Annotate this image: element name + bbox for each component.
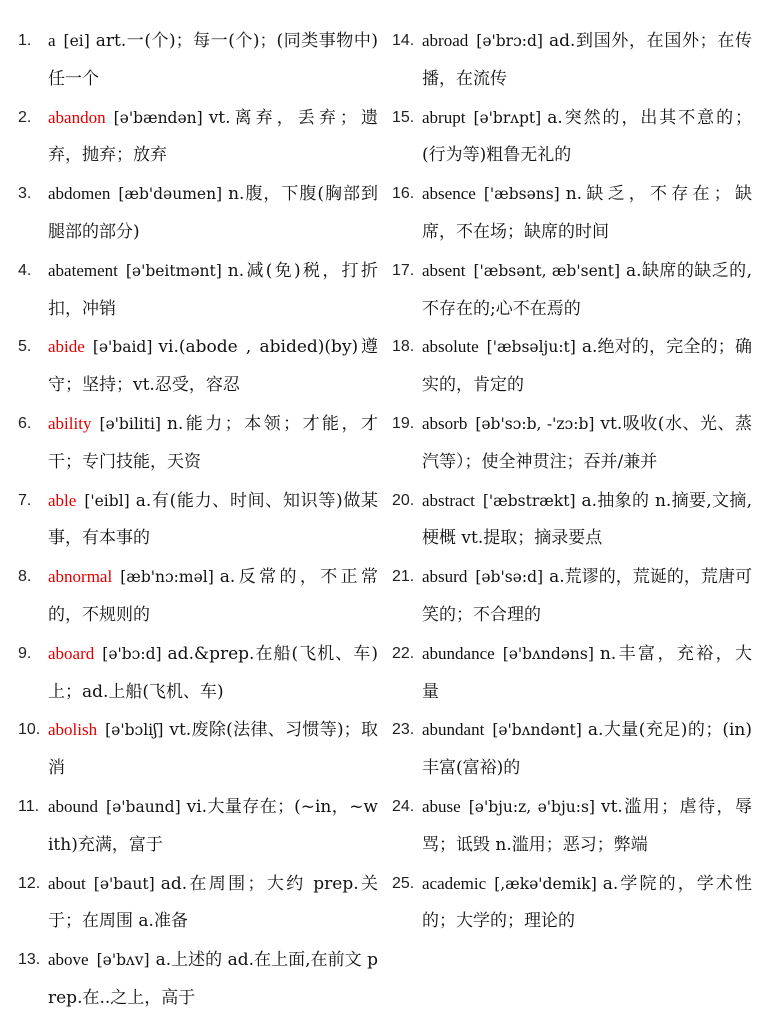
entry-number: 13. bbox=[18, 951, 41, 969]
definition: a.抽象的 n.摘要,文摘,梗概 vt.提取；摘录要点 bbox=[422, 490, 752, 549]
entry-number: 3. bbox=[18, 185, 32, 203]
headword: aboard bbox=[48, 643, 95, 663]
entry-number: 8. bbox=[18, 568, 32, 586]
definition: n.缺乏，不存在；缺席，不在场；缺席的时间 bbox=[422, 184, 752, 242]
vocab-entry bbox=[392, 99, 752, 176]
entry-number: 14. bbox=[392, 32, 415, 49]
right-column bbox=[392, 22, 752, 1024]
headword: abide bbox=[48, 337, 85, 357]
definition: n.丰富，充裕，大量 bbox=[422, 643, 752, 702]
vocab-entry bbox=[18, 405, 378, 482]
entry-number: 24. bbox=[392, 797, 415, 815]
vocab-entry bbox=[392, 405, 752, 482]
entry-number: 2. bbox=[18, 108, 32, 126]
vocab-entry bbox=[18, 865, 378, 942]
vocab-entry bbox=[392, 788, 752, 865]
headword: abundant bbox=[422, 720, 485, 740]
definition: vi.大量存在；(~in，~with)充满，富于 bbox=[48, 796, 378, 855]
phonetic: [əb'sə:d] bbox=[475, 568, 544, 587]
entry-number: 20. bbox=[392, 491, 415, 509]
entry-body bbox=[48, 252, 378, 329]
vocab-entry bbox=[18, 788, 378, 865]
vocab-entry bbox=[392, 22, 752, 99]
definition: ad.在周围；大约 prep.关于；在周围 a.准备 bbox=[48, 873, 378, 932]
phonetic: [ə'bʌndəns] bbox=[502, 644, 594, 663]
headword: abrupt bbox=[422, 107, 466, 127]
phonetic: [ə'baut] bbox=[93, 874, 155, 893]
definition: a.缺席的缺乏的,不存在的;心不在焉的 bbox=[422, 260, 752, 319]
phonetic: [æb'dəumen] bbox=[118, 185, 223, 204]
definition: n.减(免)税，打折扣，冲销 bbox=[48, 260, 378, 319]
headword: a bbox=[48, 31, 56, 50]
phonetic: ['æbstrækt] bbox=[482, 491, 576, 510]
phonetic: ['æbsənt, æb'sent] bbox=[473, 261, 621, 280]
phonetic: [ə'bju:z, ə'bju:s] bbox=[468, 797, 595, 816]
vocab-entry bbox=[392, 865, 752, 942]
vocab-entry bbox=[18, 711, 378, 788]
headword: abnormal bbox=[48, 567, 113, 587]
entry-body bbox=[48, 711, 378, 788]
headword: abroad bbox=[422, 31, 469, 50]
headword: abatement bbox=[48, 260, 118, 280]
vocab-entry bbox=[392, 252, 752, 329]
vocab-entry bbox=[18, 22, 378, 99]
definition: ad.到国外，在国外；在传播，在流传 bbox=[422, 31, 752, 89]
entry-number: 16. bbox=[392, 185, 415, 203]
definition: a.学院的，学术性的；大学的；理论的 bbox=[422, 873, 752, 932]
entry-number: 5. bbox=[18, 338, 32, 356]
headword: abandon bbox=[48, 107, 106, 127]
entry-number: 17. bbox=[392, 261, 415, 279]
entry-number: 19. bbox=[392, 414, 415, 432]
headword: above bbox=[48, 950, 89, 970]
vocab-entry bbox=[392, 482, 752, 559]
phonetic: [ə'bændən] bbox=[113, 108, 203, 127]
vocab-entry bbox=[392, 635, 752, 712]
entry-number: 22. bbox=[392, 644, 415, 662]
phonetic: [æb'nɔ:məl] bbox=[120, 568, 214, 587]
entry-body bbox=[422, 22, 752, 99]
phonetic: ['eibl] bbox=[84, 491, 130, 510]
definition: n.腹，下腹(胸部到腿部的部分) bbox=[48, 184, 378, 242]
definition: vt.滥用；虐待，辱骂；诋毁 n.滥用；恶习；弊端 bbox=[422, 796, 752, 855]
definition: a.绝对的，完全的；确实的，肯定的 bbox=[422, 337, 752, 396]
definition: art.一(个)；每一(个)；(同类事物中)任一个 bbox=[48, 31, 378, 89]
entry-body bbox=[48, 635, 378, 712]
definition: a.突然的，出其不意的；(行为等)粗鲁无礼的 bbox=[422, 107, 752, 166]
headword: abundance bbox=[422, 643, 495, 663]
entry-body bbox=[48, 558, 378, 635]
phonetic: ['æbsəns] bbox=[483, 185, 560, 204]
phonetic: [ə'brɔ:d] bbox=[476, 32, 543, 50]
phonetic: [ə'baund] bbox=[106, 797, 181, 816]
headword: absolute bbox=[422, 337, 479, 357]
entry-body bbox=[422, 405, 752, 482]
vocab-entry bbox=[392, 558, 752, 635]
phonetic: [ə'bɔ:d] bbox=[102, 644, 162, 663]
vocab-entry bbox=[18, 328, 378, 405]
entry-number: 4. bbox=[18, 261, 32, 279]
definition: vt.废除(法律、习惯等)；取消 bbox=[48, 720, 378, 779]
entry-number: 21. bbox=[392, 568, 415, 586]
headword: abuse bbox=[422, 796, 461, 816]
entry-number: 9. bbox=[18, 644, 32, 662]
entry-body bbox=[48, 941, 378, 1018]
vocab-entry bbox=[18, 175, 378, 252]
phonetic: [əb'sɔ:b, -'zɔ:b] bbox=[475, 414, 595, 433]
vocab-entry bbox=[18, 558, 378, 635]
phonetic: [ə'brʌpt] bbox=[473, 108, 542, 127]
phonetic: ['æbsəlju:t] bbox=[486, 338, 576, 357]
entry-body bbox=[422, 328, 752, 405]
headword: absurd bbox=[422, 567, 468, 587]
definition: a.荒谬的，荒诞的，荒唐可笑的；不合理的 bbox=[422, 567, 752, 625]
entry-body bbox=[422, 711, 752, 788]
definition: a.上述的 ad.在上面,在前文 prep.在..之上，高于 bbox=[48, 950, 378, 1008]
entry-body bbox=[48, 99, 378, 176]
entry-number: 15. bbox=[392, 108, 415, 126]
headword: absorb bbox=[422, 413, 468, 433]
left-column bbox=[18, 22, 378, 1024]
entry-body bbox=[422, 558, 752, 635]
entry-body bbox=[422, 252, 752, 329]
headword: abound bbox=[48, 796, 99, 816]
headword: abdomen bbox=[48, 184, 111, 204]
phonetic: [ə'beitmənt] bbox=[125, 261, 222, 280]
phonetic: [ə'bʌv] bbox=[96, 951, 150, 970]
vocab-entry bbox=[392, 175, 752, 252]
entry-body bbox=[48, 788, 378, 865]
headword: absent bbox=[422, 260, 466, 280]
definition: ad.&prep.在船(飞机、车)上；ad.上船(飞机、车) bbox=[48, 643, 378, 702]
vocab-entry bbox=[18, 635, 378, 712]
entry-number: 18. bbox=[392, 338, 415, 356]
entry-body bbox=[422, 482, 752, 559]
entry-number: 7. bbox=[18, 491, 32, 509]
definition: n.能力；本领；才能，才干；专门技能，天资 bbox=[48, 413, 378, 472]
entry-number: 11. bbox=[18, 797, 40, 815]
entry-body bbox=[422, 175, 752, 252]
vocab-entry bbox=[18, 482, 378, 559]
headword: academic bbox=[422, 873, 487, 893]
definition: vi.(abode , abided)(by)遵守；坚持；vt.忍受，容忍 bbox=[48, 337, 378, 396]
phonetic: [ə'bɔliʃ] bbox=[105, 721, 164, 740]
entry-body bbox=[422, 635, 752, 712]
entry-number: 10. bbox=[18, 721, 41, 739]
headword: abstract bbox=[422, 490, 475, 510]
vocab-entry bbox=[18, 99, 378, 176]
entry-body bbox=[48, 22, 378, 99]
vocab-entry bbox=[392, 328, 752, 405]
entry-number: 12. bbox=[18, 874, 41, 892]
headword: absence bbox=[422, 184, 476, 204]
definition: a.大量(充足)的；(in)丰富(富裕)的 bbox=[422, 720, 752, 779]
entry-body bbox=[48, 175, 378, 252]
definition: vt.离弃，丢弃；遗弃，抛弃；放弃 bbox=[48, 107, 378, 166]
definition: a.反常的，不正常的，不规则的 bbox=[48, 567, 378, 625]
entry-body bbox=[48, 405, 378, 482]
headword: ability bbox=[48, 413, 92, 433]
phonetic: [ei] bbox=[63, 32, 90, 50]
headword: abolish bbox=[48, 720, 98, 740]
entry-number: 23. bbox=[392, 721, 415, 739]
definition: a.有(能力、时间、知识等)做某事，有本事的 bbox=[48, 490, 378, 549]
vocab-entry bbox=[18, 252, 378, 329]
phonetic: [,ækə'demik] bbox=[494, 874, 597, 893]
headword: about bbox=[48, 873, 86, 893]
vocab-entry bbox=[392, 711, 752, 788]
entry-number: 25. bbox=[392, 874, 415, 892]
headword: able bbox=[48, 490, 77, 510]
entry-body bbox=[48, 328, 378, 405]
entry-body bbox=[422, 865, 752, 942]
phonetic: [ə'baid] bbox=[92, 338, 153, 357]
entry-body bbox=[48, 482, 378, 559]
entry-body bbox=[422, 99, 752, 176]
phonetic: [ə'bʌndənt] bbox=[492, 721, 582, 740]
entry-body bbox=[48, 865, 378, 942]
entry-number: 6. bbox=[18, 414, 32, 432]
entry-body bbox=[422, 788, 752, 865]
definition: vt.吸收(水、光、蒸汽等）；使全神贯注；吞并/兼并 bbox=[422, 413, 752, 472]
vocab-entry bbox=[18, 941, 378, 1018]
phonetic: [ə'biliti] bbox=[99, 414, 161, 433]
entry-number: 1. bbox=[18, 32, 32, 49]
